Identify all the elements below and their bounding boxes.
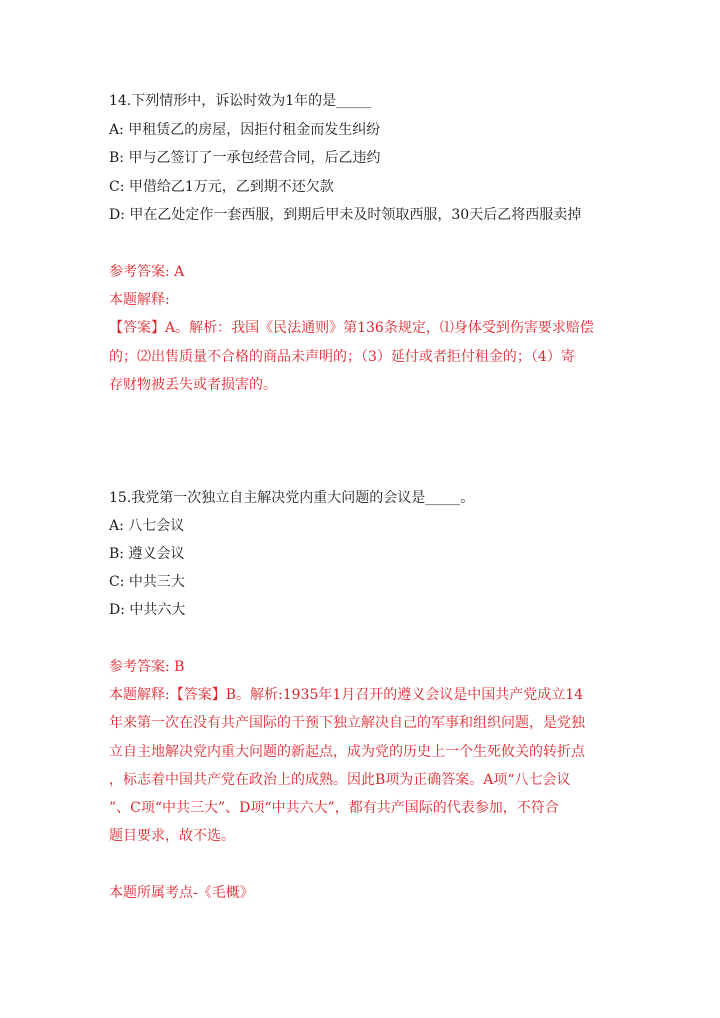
question-15-answer: 参考答案: B (109, 659, 185, 675)
question-15-topic: 本题所属考点-《毛概》 (109, 885, 254, 901)
question-15-stem: 15.我党第一次独立自主解决党内重大问题的会议是_____。 (109, 490, 475, 506)
question-15-option-d: D: 中共六大 (109, 602, 186, 618)
question-14-answer: 参考答案: A (109, 264, 185, 280)
question-15-explain-line-5: ”、C项“中共三大”、D项“中共六大”，都有共产国际的代表参加，不符合 (109, 800, 559, 816)
question-14-option-c: C: 甲借给乙1万元，乙到期不还欠款 (109, 179, 334, 195)
question-15-explain-line-6: 题目要求，故不选。 (109, 828, 235, 844)
question-14-option-a: A: 甲租赁乙的房屋，因拒付租金而发生纠纷 (109, 122, 381, 138)
question-14-explain-line-3: 存财物被丢失或者损害的。 (109, 377, 277, 393)
question-15-option-a: A: 八七会议 (109, 518, 185, 534)
question-15-explain-line-3: 立自主地解决党内重大问题的新起点，成为党的历史上一个生死攸关的转折点 (109, 744, 585, 760)
question-15-option-b: B: 遵义会议 (109, 546, 185, 562)
question-14-stem: 14.下列情形中，诉讼时效为1年的是_____ (109, 93, 372, 109)
question-15-explain-line-2: 年来第一次在没有共产国际的干预下独立解决自己的军事和组织问题，是党独 (109, 715, 585, 731)
question-14-explain-line-1: 【答案】A。解析：我国《民法通则》第136条规定，⑴身体受到伤害要求赔偿 (109, 320, 594, 336)
question-14-explain-label: 本题解释: (109, 292, 170, 308)
question-15-option-c: C: 中共三大 (109, 574, 185, 590)
question-14-option-b: B: 甲与乙签订了一承包经营合同，后乙违约 (109, 150, 381, 166)
question-15-explain-line-1: 本题解释:【答案】B。解析:1935年1月召开的遵义会议是中国共产党成立14 (109, 687, 584, 703)
question-14-option-d: D: 甲在乙处定作一套西服，到期后甲未及时领取西服，30天后乙将西服卖掉 (109, 207, 582, 223)
question-14-explain-line-2: 的；⑵出售质量不合格的商品未声明的；（3）延付或者拒付租金的；（4）寄 (109, 349, 575, 365)
question-15-explain-line-4: ，标志着中国共产党在政治上的成熟。因此B项为正确答案。A项“八七会议 (109, 772, 571, 788)
